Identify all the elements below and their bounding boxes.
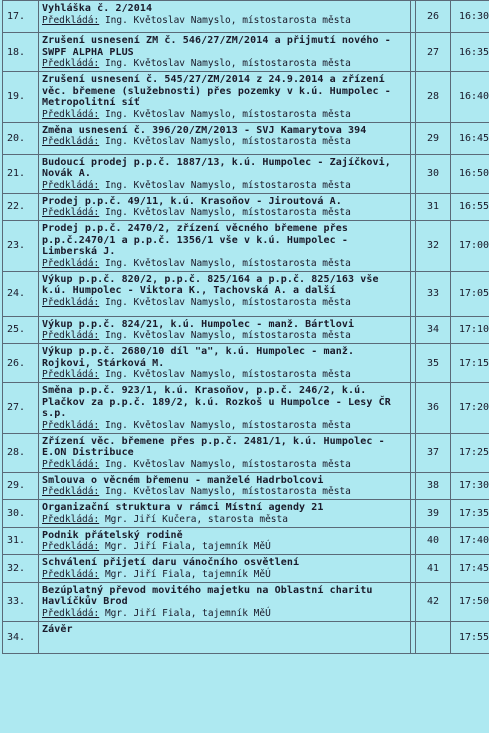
presenter-label: Předkládá:: [42, 419, 100, 431]
item-order: 29: [416, 122, 451, 154]
item-presenter: [42, 58, 407, 69]
presenter-name: Ing. Květoslav Namyslo, místostarosta města: [104, 14, 351, 26]
agenda-table: [2, 0, 489, 654]
item-title: Podnik přátelský rodině: [42, 529, 183, 541]
item-title: Prodej p.p.č. 2470/2, zřízení věcného břemene přes p.p.č.2470/1 a p.p.č. 1356/1 vše v k.ú. Humpolec - Limberská J.: [42, 223, 349, 257]
agenda-row: [3, 472, 489, 500]
presenter-name: Ing. Květoslav Namyslo, místostarosta města: [104, 330, 351, 341]
item-number: 27.: [3, 383, 39, 434]
item-title: Zrušení usnesení ZM č. 546/27/ZM/2014 a přijmutí nového - SWPF ALPHA PLUS: [42, 35, 391, 58]
item-number: 19.: [3, 72, 39, 123]
item-order: 36: [416, 383, 451, 434]
item-body: [39, 271, 411, 316]
item-time: 16:35: [451, 33, 489, 72]
presenter-name: Mgr. Jiří Fiala, tajemník MěÚ: [104, 541, 271, 552]
item-title: Schválení přijetí daru vánočního osvětlení: [42, 557, 300, 568]
item-number: 26.: [3, 344, 39, 383]
item-number: 24.: [3, 271, 39, 316]
presenter-name: Ing. Květoslav Namyslo, místostarosta města: [104, 207, 351, 218]
agenda-row: [3, 527, 489, 555]
item-time: 17:20: [451, 383, 489, 434]
item-body: [39, 582, 411, 621]
item-number: 29.: [3, 472, 39, 500]
item-number: 25.: [3, 316, 39, 344]
item-title: Výkup p.p.č. 820/2, p.p.č. 825/164 a p.p.č. 825/163 vše k.ú. Humpolec - Viktora K., Tachovská A. a další: [42, 273, 379, 296]
presenter-name: Ing. Květoslav Namyslo, místostarosta města: [104, 486, 351, 497]
item-number: 18.: [3, 33, 39, 72]
agenda-row: [3, 271, 489, 316]
agenda-row: [3, 193, 489, 221]
item-body: [39, 122, 411, 154]
presenter-label: Předkládá:: [42, 607, 100, 619]
presenter-label: Předkládá:: [42, 257, 100, 269]
item-time: 17:55: [451, 621, 489, 653]
item-time: 17:35: [451, 500, 489, 528]
presenter-label: Předkládá:: [42, 207, 100, 218]
item-presenter: [42, 541, 407, 552]
presenter-label: Předkládá:: [42, 296, 100, 308]
item-title: Směna p.p.č. 923/1, k.ú. Krasoňov, p.p.č. 246/2, k.ú. Plačkov za p.p.č. 189/2, k.ú. Rozkoš u Humpolce - Lesy ČR s.p.: [42, 385, 391, 419]
item-time: 17:45: [451, 555, 489, 583]
item-body: [39, 383, 411, 434]
item-number: 31.: [3, 527, 39, 555]
item-number: 22.: [3, 193, 39, 221]
item-presenter: [42, 330, 407, 341]
item-presenter: [42, 420, 407, 431]
agenda-row: [3, 33, 489, 72]
item-presenter: [42, 136, 407, 147]
item-order: 28: [416, 72, 451, 123]
item-number: 32.: [3, 555, 39, 583]
presenter-name: Mgr. Jiří Kučera, starosta města: [104, 513, 288, 525]
item-body: [39, 154, 411, 193]
item-body: [39, 344, 411, 383]
item-title: Zřízení věc. břemene přes p.p.č. 2481/1, k.ú. Humpolec - E.ON Distribuce: [42, 435, 385, 458]
item-number: 30.: [3, 500, 39, 528]
item-title: Výkup p.p.č. 2680/10 díl "a", k.ú. Humpolec - manž. Rojkovi, Stárková M.: [42, 346, 355, 369]
presenter-label: Předkládá:: [42, 541, 100, 552]
item-title: Vyhláška č. 2/2014: [42, 3, 153, 14]
item-body: [39, 316, 411, 344]
item-presenter: [42, 207, 407, 218]
item-time: 17:10: [451, 316, 489, 344]
agenda-row: [3, 433, 489, 472]
item-order: 42: [416, 582, 451, 621]
agenda-row: [3, 154, 489, 193]
item-title: Výkup p.p.č. 824/21, k.ú. Humpolec - manž. Bártlovi: [42, 318, 355, 330]
item-body: [39, 555, 411, 583]
agenda-row: [3, 1, 489, 33]
item-title: Bezúplatný převod movitého majetku na Oblastní charitu Havlíčkův Brod: [42, 584, 373, 607]
item-number: 21.: [3, 154, 39, 193]
item-presenter: [42, 369, 407, 380]
item-order: 39: [416, 500, 451, 528]
item-order: 30: [416, 154, 451, 193]
presenter-label: Předkládá:: [42, 179, 100, 191]
agenda-row: [3, 500, 489, 528]
presenter-label: Předkládá:: [42, 458, 100, 470]
item-order: 32: [416, 221, 451, 272]
presenter-name: Ing. Květoslav Namyslo, místostarosta města: [104, 296, 351, 308]
item-time: 17:30: [451, 472, 489, 500]
presenter-label: Předkládá:: [42, 330, 100, 341]
item-body: [39, 72, 411, 123]
item-order: 34: [416, 316, 451, 344]
item-title: Prodej p.p.č. 49/11, k.ú. Krasoňov - Jiroutová A.: [42, 195, 342, 207]
item-body: [39, 472, 411, 500]
agenda-row: [3, 221, 489, 272]
item-title: Organizační struktura v rámci Místní agendy 21: [42, 502, 324, 513]
item-presenter: [42, 15, 407, 26]
item-title: Zrušení usnesení č. 545/27/ZM/2014 z 24.9.2014 a zřízení věc. břemene (služebnosti) přes pozemky v k.ú. Humpolec - Metropolitní síť: [42, 74, 391, 108]
item-time: 17:05: [451, 271, 489, 316]
agenda-row: [3, 344, 489, 383]
item-presenter: [42, 608, 407, 619]
item-presenter: [42, 569, 407, 580]
item-presenter: [42, 486, 407, 497]
item-title: Smlouva o věcném břemenu - manželé Hadrbolcovi: [42, 474, 324, 486]
item-order: 38: [416, 472, 451, 500]
presenter-name: Ing. Květoslav Namyslo, místostarosta města: [104, 179, 351, 191]
agenda-row: [3, 383, 489, 434]
item-title: Změna usnesení č. 396/20/ZM/2013 - SVJ Kamarytova 394: [42, 124, 367, 136]
item-body: [39, 33, 411, 72]
item-body: [39, 621, 411, 653]
presenter-label: Předkládá:: [42, 58, 100, 69]
item-time: 16:30: [451, 1, 489, 33]
agenda-row: [3, 621, 489, 653]
item-body: [39, 193, 411, 221]
item-title: Budoucí prodej p.p.č. 1887/13, k.ú. Humpolec - Zajíčkovi, Novák A.: [42, 156, 391, 179]
item-number: 23.: [3, 221, 39, 272]
presenter-name: Mgr. Jiří Fiala, tajemník MěÚ: [104, 607, 271, 619]
item-time: 17:50: [451, 582, 489, 621]
item-order: 40: [416, 527, 451, 555]
item-body: [39, 1, 411, 33]
presenter-label: Předkládá:: [42, 568, 100, 580]
presenter-label: Předkládá:: [42, 14, 100, 26]
item-order: 27: [416, 33, 451, 72]
presenter-label: Předkládá:: [42, 369, 100, 380]
item-number: 28.: [3, 433, 39, 472]
presenter-name: Mgr. Jiří Fiala, tajemník MěÚ: [104, 568, 271, 580]
item-number: 20.: [3, 122, 39, 154]
item-presenter: [42, 459, 407, 470]
item-body: [39, 527, 411, 555]
item-order: 26: [416, 1, 451, 33]
item-presenter: [42, 258, 407, 269]
presenter-name: Ing. Květoslav Namyslo, místostarosta města: [104, 257, 351, 269]
presenter-label: Předkládá:: [42, 486, 100, 497]
agenda-row: [3, 72, 489, 123]
presenter-name: Ing. Květoslav Namyslo, místostarosta města: [104, 58, 351, 69]
item-order: 35: [416, 344, 451, 383]
presenter-name: Ing. Květoslav Namyslo, místostarosta města: [104, 458, 351, 470]
agenda-row: [3, 316, 489, 344]
item-presenter: [42, 514, 407, 525]
item-order: 41: [416, 555, 451, 583]
item-time: 16:50: [451, 154, 489, 193]
item-time: 17:00: [451, 221, 489, 272]
item-order: 37: [416, 433, 451, 472]
item-body: [39, 433, 411, 472]
item-time: 17:40: [451, 527, 489, 555]
item-presenter: [42, 297, 407, 308]
item-presenter: [42, 180, 407, 191]
item-time: 17:25: [451, 433, 489, 472]
item-presenter: [42, 109, 407, 120]
presenter-name: Ing. Květoslav Namyslo, místostarosta města: [104, 419, 351, 431]
item-time: 17:15: [451, 344, 489, 383]
item-body: [39, 500, 411, 528]
item-order: 31: [416, 193, 451, 221]
presenter-name: Ing. Květoslav Namyslo, místostarosta města: [104, 136, 351, 147]
item-time: 16:55: [451, 193, 489, 221]
presenter-name: Ing. Květoslav Namyslo, místostarosta města: [104, 369, 351, 380]
item-title: Závěr: [42, 623, 73, 635]
item-body: [39, 221, 411, 272]
agenda-row: [3, 122, 489, 154]
item-order: 33: [416, 271, 451, 316]
agenda-row: [3, 582, 489, 621]
presenter-label: Předkládá:: [42, 136, 100, 147]
agenda-row: [3, 555, 489, 583]
presenter-label: Předkládá:: [42, 513, 100, 525]
item-number: 17.: [3, 1, 39, 33]
item-order: [416, 621, 451, 653]
presenter-name: Ing. Květoslav Namyslo, místostarosta města: [104, 108, 351, 120]
presenter-label: Předkládá:: [42, 108, 100, 120]
agenda-table-body: [3, 1, 489, 654]
item-number: 34.: [3, 621, 39, 653]
item-time: 16:45: [451, 122, 489, 154]
item-time: 16:40: [451, 72, 489, 123]
item-number: 33.: [3, 582, 39, 621]
